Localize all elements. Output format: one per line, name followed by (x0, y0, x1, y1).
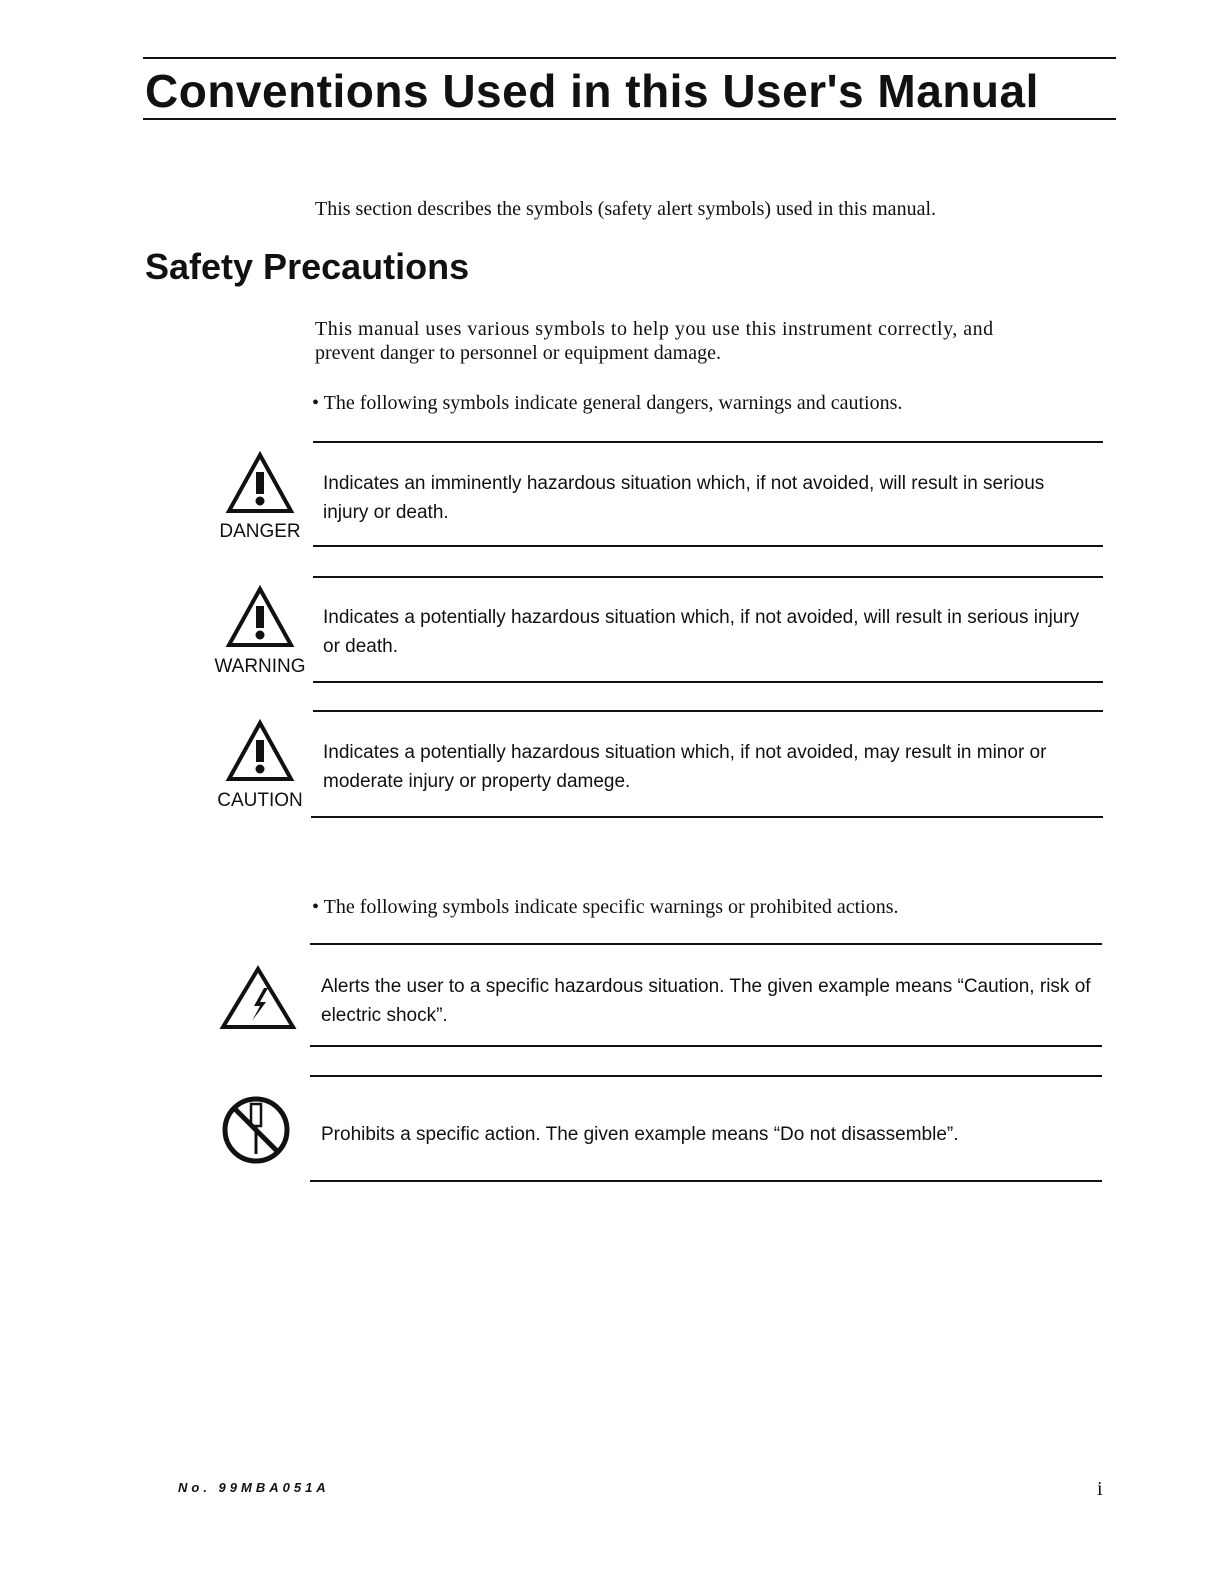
bullet-general: • The following symbols indicate general dangers, warnings and cautions. (312, 392, 903, 414)
intro-text: This section describes the symbols (safety alert symbols) used in this manual. (315, 198, 936, 220)
danger-top-rule (313, 441, 1103, 443)
caution-description: Indicates a potentially hazardous situation which, if not avoided, may result in minor or moderate injury or property damege. (323, 742, 1047, 792)
danger-bottom-rule (313, 545, 1103, 547)
shock-description: Alerts the user to a specific hazardous situation. The given example means “Caution, risk of electric shock”. (321, 976, 1091, 1026)
warning-label: WARNING (214, 656, 306, 677)
no-disassemble-icon (220, 1094, 292, 1166)
caution-top-rule (313, 710, 1103, 712)
page-number: i (1097, 1478, 1103, 1500)
warning-triangle-icon (226, 720, 294, 782)
warning-triangle-icon (226, 452, 294, 514)
page-title: Conventions Used in this User's Manual (145, 65, 1039, 117)
title-top-rule (143, 57, 1116, 59)
prohibit-bottom-rule (310, 1180, 1102, 1182)
bullet-specific: • The following symbols indicate specific warnings or prohibited actions. (312, 896, 899, 918)
warning-description: Indicates a potentially hazardous situation which, if not avoided, will result in serious injury or death. (323, 607, 1080, 657)
document-number: No. 99MBA051A (178, 1480, 330, 1495)
prohibit-description: Prohibits a specific action. The given example means “Do not disassemble”. (321, 1124, 959, 1145)
danger-description: Indicates an imminently hazardous situation which, if not avoided, will result in serious injury or death. (323, 473, 1045, 523)
prohibit-top-rule (310, 1075, 1102, 1077)
danger-label: DANGER (219, 521, 301, 542)
electric-shock-icon (220, 966, 296, 1030)
title-bottom-rule (143, 118, 1116, 120)
caution-label: CAUTION (217, 790, 303, 811)
shock-top-rule (310, 943, 1102, 945)
shock-bottom-rule (310, 1045, 1102, 1047)
warning-triangle-icon (226, 586, 294, 648)
section-intro-line2: prevent danger to personnel or equipment damage. (315, 342, 721, 364)
caution-bottom-rule (311, 816, 1103, 818)
warning-top-rule (313, 576, 1103, 578)
section-title: Safety Precautions (145, 246, 470, 287)
warning-bottom-rule (313, 681, 1103, 683)
section-intro-line1: This manual uses various symbols to help you use this instrument correctly, and (315, 318, 994, 340)
